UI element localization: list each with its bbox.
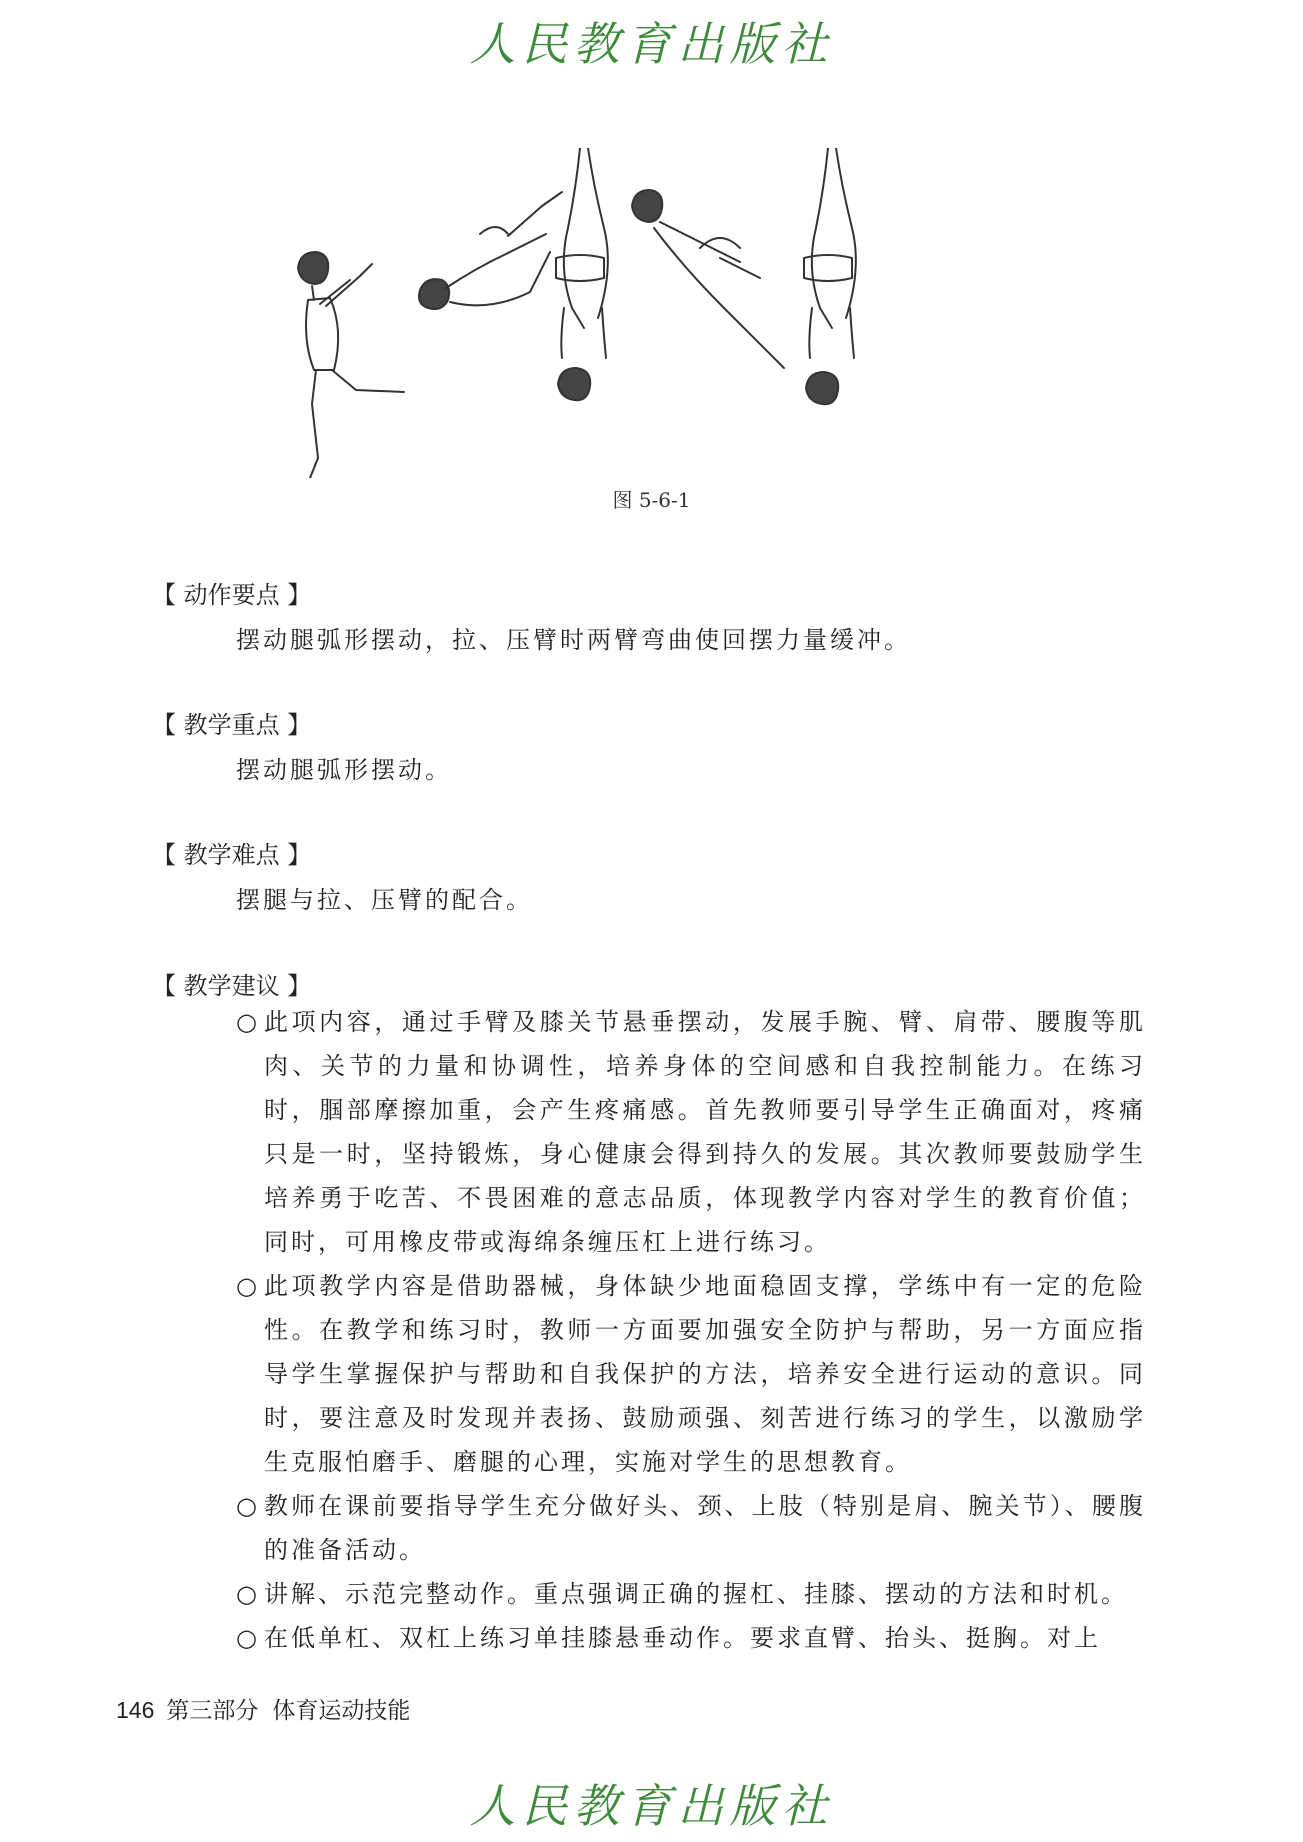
figure-3-inverted	[556, 148, 608, 400]
circle-bullet-icon: ○	[236, 1580, 260, 1608]
section-heading-teaching-suggestions: 【 教学建议 】	[152, 972, 312, 1000]
figure-caption: 图 5-6-1	[612, 488, 691, 512]
suggestion-item: ○ 讲解、示范完整动作。重点强调正确的握杠、挂膝、摆动的方法和时机。	[236, 1572, 1146, 1616]
publisher-logo-top: 人民教育出版社	[469, 17, 834, 71]
section-text-teaching-focus: 摆动腿弧形摆动。	[236, 756, 452, 784]
figure-4-swing	[632, 190, 784, 368]
circle-bullet-icon: ○	[236, 1624, 260, 1652]
page-footer	[116, 1692, 410, 1725]
publisher-logo-bottom: 人民教育出版社	[469, 1779, 834, 1833]
page-number: 146	[116, 1697, 155, 1723]
section-heading-action-points: 【 动作要点 】	[152, 581, 312, 609]
section-text-teaching-difficulty: 摆腿与拉、压臂的配合。	[236, 886, 533, 914]
circle-bullet-icon: ○	[236, 1492, 260, 1520]
teaching-suggestions-list	[236, 1000, 1146, 1660]
gymnastics-illustration	[280, 148, 1020, 478]
circle-bullet-icon: ○	[236, 1008, 260, 1036]
section-text-action-points: 摆动腿弧形摆动，拉、压臂时两臂弯曲使回摆力量缓冲。	[236, 626, 911, 654]
suggestion-item: ○ 此项内容，通过手臂及膝关节悬垂摆动，发展手腕、臂、肩带、腰腹等肌肉、关节的力量和协调性，培养身体的空间感和自我控制能力。在练习时，腘部摩擦加重，会产生疼痛感。首先教师要引导学生正确面对，疼痛只是一时，坚持锻炼，身心健康会得到持久的发展。其次教师要鼓励学生培养勇于吃苦、不畏困难的意志品质，体现教学内容对学生的教育价值；同时，可用橡皮带或海绵条缠压杠上进行练习。	[236, 1000, 1146, 1264]
figure-1-standing	[298, 252, 404, 478]
circle-bullet-icon: ○	[236, 1272, 260, 1300]
chapter-title: 体育运动技能	[272, 1697, 411, 1723]
figure-2-swing	[419, 192, 562, 309]
section-heading-teaching-focus: 【 教学重点 】	[152, 711, 312, 739]
suggestion-item: ○ 此项教学内容是借助器械，身体缺少地面稳固支撑，学练中有一定的危险性。在教学和练习时，教师一方面要加强安全防护与帮助，另一方面应指导学生掌握保护与帮助和自我保护的方法，培养安全进行运动的意识。同时，要注意及时发现并表扬、鼓励顽强、刻苦进行练习的学生，以激励学生克服怕磨手、磨腿的心理，实施对学生的思想教育。	[236, 1264, 1146, 1484]
part-label: 第三部分	[166, 1697, 259, 1723]
suggestion-item: ○ 在低单杠、双杠上练习单挂膝悬垂动作。要求直臂、抬头、挺胸。对上	[236, 1616, 1146, 1660]
figure-5-inverted	[804, 148, 856, 404]
suggestion-item: ○ 教师在课前要指导学生充分做好头、颈、上肢（特别是肩、腕关节）、腰腹的准备活动。	[236, 1484, 1146, 1572]
section-heading-teaching-difficulty: 【 教学难点 】	[152, 841, 312, 869]
